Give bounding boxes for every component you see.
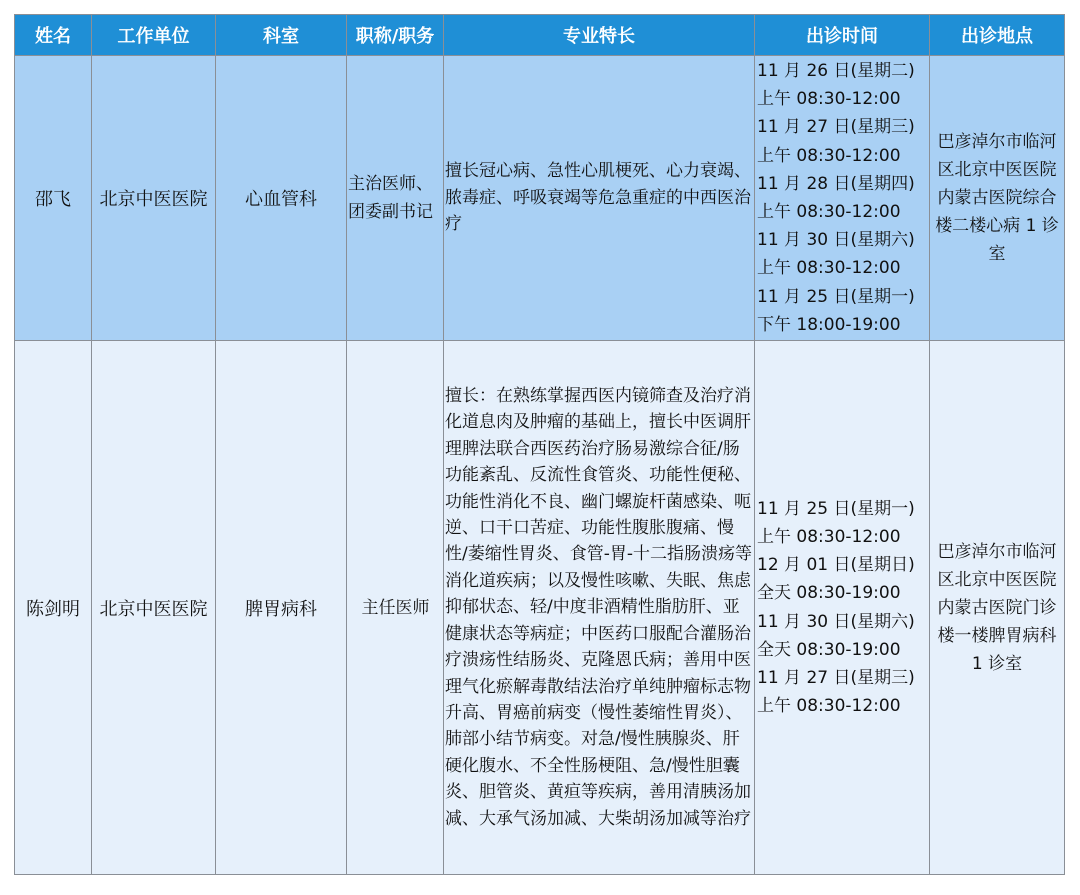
clinic-place-cell — [930, 341, 1065, 875]
schedule-wrapper — [14, 14, 1064, 875]
clinic-time-line: 上午 08:30-12:00 — [757, 696, 901, 717]
clinic-time-line: 下午 18:00-19:00 — [757, 314, 901, 335]
clinic-time-line: 11 月 27 日(星期三) — [757, 117, 915, 138]
title-cell — [347, 56, 444, 341]
header-title: 职称/职务 — [347, 15, 444, 56]
clinic-time-cell — [755, 56, 930, 341]
clinic-time-line: 11 月 25 日(星期一) — [757, 498, 915, 519]
clinic-time-line: 上午 08:30-12:00 — [757, 145, 901, 166]
work-unit: 北京中医医院 — [92, 341, 216, 875]
clinic-place-text: 巴彦淖尔市临河区北京中医医院内蒙古医院门诊楼一楼脾胃病科 1 诊室 — [937, 541, 1057, 674]
department: 心血管科 — [216, 56, 347, 341]
title-line: 主任医师 — [361, 597, 430, 618]
header-specialty: 专业特长 — [444, 15, 755, 56]
clinic-time-line: 11 月 28 日(星期四) — [757, 173, 915, 194]
doctor-name: 陈剑明 — [15, 341, 92, 875]
clinic-time-line: 上午 08:30-12:00 — [757, 89, 901, 110]
clinic-time-line: 12 月 01 日(星期日) — [757, 555, 915, 576]
clinic-place-cell — [930, 56, 1065, 341]
specialty-cell — [444, 341, 755, 875]
specialty-cell — [444, 56, 755, 341]
clinic-time-cell — [755, 341, 930, 875]
specialty-text: 擅长：在熟练掌握西医内镜筛查及治疗消化道息肉及肿瘤的基础上，擅长中医调肝理脾法联合西医药治疗肠易激综合征/肠功能紊乱、反流性食管炎、功能性便秘、功能性消化不良、幽门螺旋杆菌感染、呃逆、口干口苦症、功能性腹胀腹痛、慢性/萎缩性胃炎、食管-胃-十二指肠溃疡等消化道疾病；以及慢性咳嗽、失眠、焦虑抑郁状态、轻/中度非酒精性脂肪肝、亚健康状态等病症；中医药口服配合灌肠治疗溃疡性结肠炎、克隆恩氏病；善用中医理气化瘀解毒散结法治疗单纯肿瘤标志物升高、胃癌前病变（慢性萎缩性胃炎）、肺部小结节病变。对急/慢性胰腺炎、肝硬化腹水、不全性肠梗阻、急/慢性胆囊炎、胆管炎、黄疸等疾病，善用清胰汤加减、大承气汤加减、大柴胡汤加减等治疗 — [445, 386, 752, 829]
doctor-name: 邵飞 — [15, 56, 92, 341]
title-cell — [347, 341, 444, 875]
clinic-time-line: 11 月 25 日(星期一) — [757, 286, 915, 307]
header-row — [15, 15, 1065, 56]
clinic-time-line: 11 月 27 日(星期三) — [757, 667, 915, 688]
clinic-time-line: 11 月 30 日(星期六) — [757, 611, 915, 632]
header-unit: 工作单位 — [92, 15, 216, 56]
header-dept: 科室 — [216, 15, 347, 56]
header-time: 出诊时间 — [755, 15, 930, 56]
clinic-time-line: 全天 08:30-19:00 — [757, 639, 901, 660]
work-unit: 北京中医医院 — [92, 56, 216, 341]
clinic-place-text: 巴彦淖尔市临河区北京中医医院内蒙古医院综合楼二楼心病 1 诊室 — [935, 132, 1059, 264]
clinic-time-line: 全天 08:30-19:00 — [757, 583, 901, 604]
clinic-time-line: 上午 08:30-12:00 — [757, 526, 901, 547]
table-row — [15, 341, 1065, 875]
doctor-schedule-table — [14, 14, 1065, 875]
title-line: 团委副书记 — [348, 202, 433, 222]
clinic-time-line: 上午 08:30-12:00 — [757, 202, 901, 222]
header-place: 出诊地点 — [930, 15, 1065, 56]
clinic-time-line: 上午 08:30-12:00 — [757, 258, 901, 279]
title-line: 主治医师、 — [348, 174, 433, 194]
clinic-time-line: 11 月 26 日(星期二) — [757, 60, 915, 81]
table-row — [15, 56, 1065, 341]
header-name: 姓名 — [15, 15, 92, 56]
specialty-text: 擅长冠心病、急性心肌梗死、心力衰竭、脓毒症、呼吸衰竭等危急重症的中西医治疗 — [445, 161, 751, 235]
clinic-time-line: 11 月 30 日(星期六) — [757, 230, 915, 251]
department: 脾胃病科 — [216, 341, 347, 875]
